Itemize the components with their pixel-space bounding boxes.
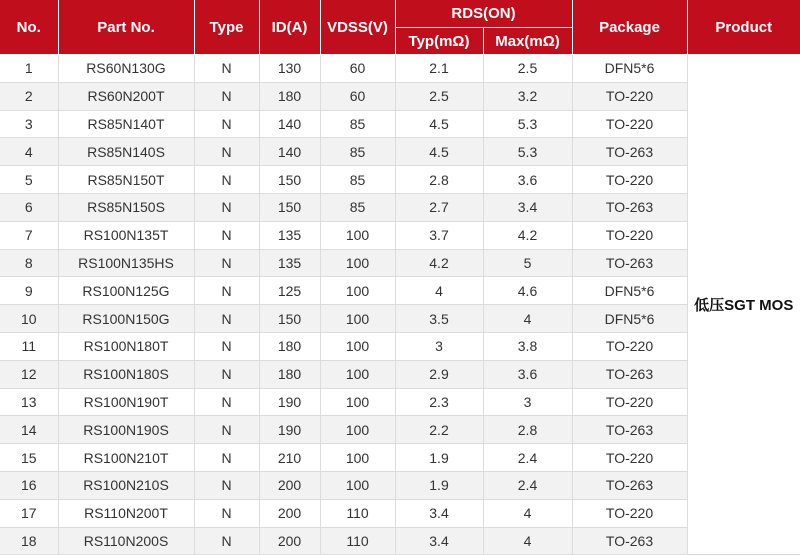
vdss_v-cell: 100 (320, 332, 395, 360)
no-cell: 8 (0, 249, 58, 277)
table-row (0, 499, 800, 527)
type-cell: N (194, 138, 259, 166)
rds_typ-cell: 2.9 (395, 360, 483, 388)
table-row (0, 332, 800, 360)
id_a-cell: 150 (259, 305, 320, 333)
col-header-part-no: Part No. (58, 0, 194, 55)
id_a-cell: 180 (259, 332, 320, 360)
package-cell: TO-263 (572, 138, 687, 166)
no-cell: 13 (0, 388, 58, 416)
no-cell: 10 (0, 305, 58, 333)
vdss_v-cell: 110 (320, 527, 395, 555)
part_no-cell: RS85N140T (58, 110, 194, 138)
no-cell: 7 (0, 221, 58, 249)
part_no-cell: RS100N135HS (58, 249, 194, 277)
package-cell: TO-263 (572, 360, 687, 388)
vdss_v-cell: 100 (320, 360, 395, 388)
part_no-cell: RS100N180T (58, 332, 194, 360)
package-cell: DFN5*6 (572, 305, 687, 333)
rds_typ-cell: 4.2 (395, 249, 483, 277)
col-header-id-a: ID(A) (259, 0, 320, 55)
package-cell: DFN5*6 (572, 55, 687, 83)
rds_typ-cell: 3.4 (395, 499, 483, 527)
rds_typ-cell: 3.4 (395, 527, 483, 555)
rds_max-cell: 4.6 (483, 277, 572, 305)
type-cell: N (194, 110, 259, 138)
vdss_v-cell: 100 (320, 471, 395, 499)
rds_max-cell: 3.6 (483, 360, 572, 388)
table-row (0, 527, 800, 555)
id_a-cell: 200 (259, 527, 320, 555)
vdss_v-cell: 85 (320, 166, 395, 194)
vdss_v-cell: 110 (320, 499, 395, 527)
package-cell: TO-220 (572, 332, 687, 360)
rds_max-cell: 4.2 (483, 221, 572, 249)
rds_max-cell: 2.4 (483, 471, 572, 499)
table-row (0, 305, 800, 333)
package-cell: TO-263 (572, 193, 687, 221)
table-row (0, 444, 800, 472)
type-cell: N (194, 221, 259, 249)
part_no-cell: RS100N180S (58, 360, 194, 388)
rds_typ-cell: 3.7 (395, 221, 483, 249)
no-cell: 5 (0, 166, 58, 194)
id_a-cell: 135 (259, 221, 320, 249)
type-cell: N (194, 444, 259, 472)
package-cell: TO-220 (572, 110, 687, 138)
vdss_v-cell: 100 (320, 221, 395, 249)
rds_typ-cell: 3 (395, 332, 483, 360)
rds_max-cell: 5 (483, 249, 572, 277)
package-cell: TO-263 (572, 416, 687, 444)
rds_typ-cell: 2.7 (395, 193, 483, 221)
rds_max-cell: 3 (483, 388, 572, 416)
rds_max-cell: 3.8 (483, 332, 572, 360)
no-cell: 15 (0, 444, 58, 472)
rds_max-cell: 3.4 (483, 193, 572, 221)
no-cell: 11 (0, 332, 58, 360)
table-row (0, 277, 800, 305)
vdss_v-cell: 100 (320, 388, 395, 416)
part_no-cell: RS100N190S (58, 416, 194, 444)
id_a-cell: 135 (259, 249, 320, 277)
vdss_v-cell: 100 (320, 305, 395, 333)
table-row (0, 221, 800, 249)
part_no-cell: RS100N210S (58, 471, 194, 499)
vdss_v-cell: 100 (320, 249, 395, 277)
id_a-cell: 150 (259, 193, 320, 221)
vdss_v-cell: 60 (320, 55, 395, 83)
rds_max-cell: 3.2 (483, 82, 572, 110)
part_no-cell: RS110N200T (58, 499, 194, 527)
col-header-rds-max: Max(mΩ) (483, 28, 572, 55)
type-cell: N (194, 332, 259, 360)
id_a-cell: 190 (259, 416, 320, 444)
type-cell: N (194, 471, 259, 499)
table-body (0, 55, 800, 555)
vdss_v-cell: 100 (320, 277, 395, 305)
rds_typ-cell: 1.9 (395, 471, 483, 499)
package-cell: TO-263 (572, 471, 687, 499)
col-header-package: Package (572, 0, 687, 55)
rds_max-cell: 5.3 (483, 138, 572, 166)
rds_typ-cell: 2.1 (395, 55, 483, 83)
rds_max-cell: 2.4 (483, 444, 572, 472)
col-header-no: No. (0, 0, 58, 55)
type-cell: N (194, 55, 259, 83)
id_a-cell: 140 (259, 110, 320, 138)
type-cell: N (194, 360, 259, 388)
table-row (0, 388, 800, 416)
package-cell: TO-220 (572, 499, 687, 527)
type-cell: N (194, 277, 259, 305)
id_a-cell: 130 (259, 55, 320, 83)
part_no-cell: RS100N190T (58, 388, 194, 416)
rds_max-cell: 4 (483, 305, 572, 333)
type-cell: N (194, 249, 259, 277)
col-header-rds-typ: Typ(mΩ) (395, 28, 483, 55)
id_a-cell: 210 (259, 444, 320, 472)
no-cell: 1 (0, 55, 58, 83)
package-cell: TO-220 (572, 82, 687, 110)
vdss_v-cell: 60 (320, 82, 395, 110)
part_no-cell: RS60N200T (58, 82, 194, 110)
package-cell: TO-220 (572, 221, 687, 249)
id_a-cell: 200 (259, 471, 320, 499)
id_a-cell: 200 (259, 499, 320, 527)
type-cell: N (194, 193, 259, 221)
type-cell: N (194, 416, 259, 444)
part_no-cell: RS100N150G (58, 305, 194, 333)
table-row (0, 110, 800, 138)
rds_typ-cell: 2.2 (395, 416, 483, 444)
part_no-cell: RS100N210T (58, 444, 194, 472)
no-cell: 4 (0, 138, 58, 166)
package-cell: TO-263 (572, 527, 687, 555)
package-cell: TO-220 (572, 444, 687, 472)
type-cell: N (194, 82, 259, 110)
vdss_v-cell: 85 (320, 193, 395, 221)
table-header (0, 0, 800, 55)
table-row (0, 471, 800, 499)
vdss_v-cell: 100 (320, 444, 395, 472)
rds_typ-cell: 4.5 (395, 138, 483, 166)
col-header-type: Type (194, 0, 259, 55)
no-cell: 16 (0, 471, 58, 499)
table-row (0, 193, 800, 221)
package-cell: TO-263 (572, 249, 687, 277)
type-cell: N (194, 499, 259, 527)
table-row (0, 249, 800, 277)
table-row (0, 55, 800, 83)
rds_max-cell: 2.8 (483, 416, 572, 444)
rds_max-cell: 3.6 (483, 166, 572, 194)
type-cell: N (194, 388, 259, 416)
id_a-cell: 180 (259, 82, 320, 110)
package-cell: TO-220 (572, 388, 687, 416)
product-cell: 低压SGT MOS (687, 55, 800, 555)
no-cell: 18 (0, 527, 58, 555)
table-row (0, 166, 800, 194)
table-row (0, 416, 800, 444)
rds_typ-cell: 3.5 (395, 305, 483, 333)
id_a-cell: 190 (259, 388, 320, 416)
part_no-cell: RS60N130G (58, 55, 194, 83)
rds_max-cell: 5.3 (483, 110, 572, 138)
vdss_v-cell: 85 (320, 110, 395, 138)
vdss_v-cell: 100 (320, 416, 395, 444)
no-cell: 6 (0, 193, 58, 221)
id_a-cell: 180 (259, 360, 320, 388)
col-header-vdss-v: VDSS(V) (320, 0, 395, 55)
rds_max-cell: 4 (483, 499, 572, 527)
no-cell: 12 (0, 360, 58, 388)
part_no-cell: RS85N140S (58, 138, 194, 166)
part_no-cell: RS100N125G (58, 277, 194, 305)
no-cell: 17 (0, 499, 58, 527)
rds_typ-cell: 1.9 (395, 444, 483, 472)
id_a-cell: 150 (259, 166, 320, 194)
type-cell: N (194, 166, 259, 194)
no-cell: 3 (0, 110, 58, 138)
table-row (0, 360, 800, 388)
rds_typ-cell: 2.8 (395, 166, 483, 194)
rds_typ-cell: 4 (395, 277, 483, 305)
id_a-cell: 125 (259, 277, 320, 305)
no-cell: 2 (0, 82, 58, 110)
rds_max-cell: 4 (483, 527, 572, 555)
table-row (0, 138, 800, 166)
part_no-cell: RS85N150T (58, 166, 194, 194)
table-row (0, 82, 800, 110)
type-cell: N (194, 527, 259, 555)
rds_typ-cell: 4.5 (395, 110, 483, 138)
part_no-cell: RS110N200S (58, 527, 194, 555)
id_a-cell: 140 (259, 138, 320, 166)
no-cell: 14 (0, 416, 58, 444)
vdss_v-cell: 85 (320, 138, 395, 166)
part_no-cell: RS100N135T (58, 221, 194, 249)
rds_typ-cell: 2.3 (395, 388, 483, 416)
part_no-cell: RS85N150S (58, 193, 194, 221)
col-header-product: Product (687, 0, 800, 55)
type-cell: N (194, 305, 259, 333)
no-cell: 9 (0, 277, 58, 305)
package-cell: DFN5*6 (572, 277, 687, 305)
rds_max-cell: 2.5 (483, 55, 572, 83)
col-header-rds-on: RDS(ON) (395, 0, 572, 28)
rds_typ-cell: 2.5 (395, 82, 483, 110)
package-cell: TO-220 (572, 166, 687, 194)
